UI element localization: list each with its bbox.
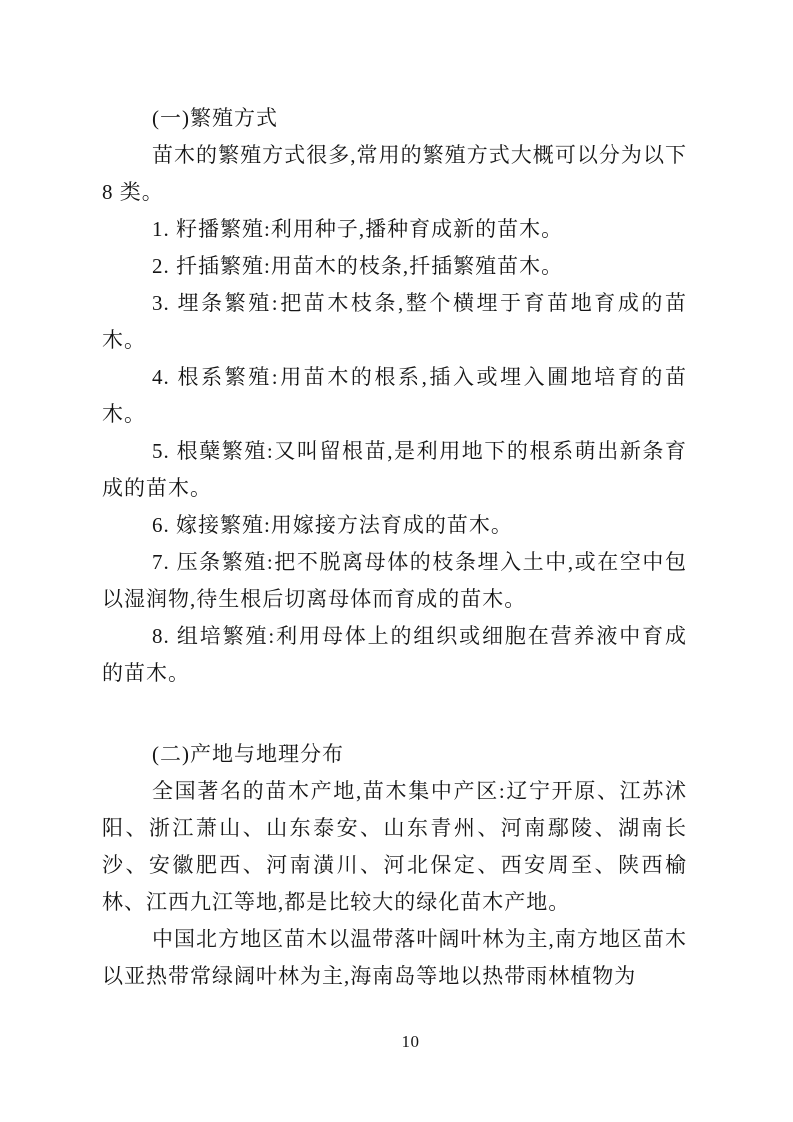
section-2-paragraph-2: 中国北方地区苗木以温带落叶阔叶林为主,南方地区苗木以亚热带常绿阔叶林为主,海南岛等地以热带雨林植物为: [102, 927, 687, 988]
section-1-heading: (一)繁殖方式: [152, 106, 278, 130]
numbered-item-2: 2. 扦插繁殖:用苗木的枝条,扦插繁殖苗木。: [152, 254, 564, 278]
section-2-paragraph-1: 全国著名的苗木产地,苗木集中产区:辽宁开原、江苏沭阳、浙江萧山、山东泰安、山东青州、河南鄢陵、湖南长沙、安徽肥西、河南潢川、河北保定、西安周至、陕西榆林、江西九江等地,都是比较大的绿化苗木产地。: [102, 779, 687, 914]
page-number: 10: [401, 1032, 420, 1051]
numbered-item-7: 7. 压条繁殖:把不脱离母体的枝条埋入土中,或在空中包以湿润物,待生根后切离母体而育成的苗木。: [102, 550, 687, 611]
section-1-intro-paragraph: 苗木的繁殖方式很多,常用的繁殖方式大概可以分为以下 8 类。: [102, 143, 687, 204]
numbered-item-6: 6. 嫁接繁殖:用嫁接方法育成的苗木。: [152, 513, 513, 537]
section-2-heading: (二)产地与地理分布: [152, 742, 344, 766]
page-content: [102, 100, 687, 995]
numbered-item-5: 5. 根蘖繁殖:又叫留根苗,是利用地下的根系萌出新条育成的苗木。: [102, 439, 687, 500]
numbered-item-8: 8. 组培繁殖:利用母体上的组织或细胞在营养液中育成的苗木。: [102, 624, 687, 685]
numbered-item-3: 3. 埋条繁殖:把苗木枝条,整个横埋于育苗地育成的苗木。: [102, 291, 687, 352]
numbered-item-4: 4. 根系繁殖:用苗木的根系,插入或埋入圃地培育的苗木。: [102, 365, 687, 426]
numbered-item-1: 1. 籽播繁殖:利用种子,播种育成新的苗木。: [152, 217, 564, 241]
